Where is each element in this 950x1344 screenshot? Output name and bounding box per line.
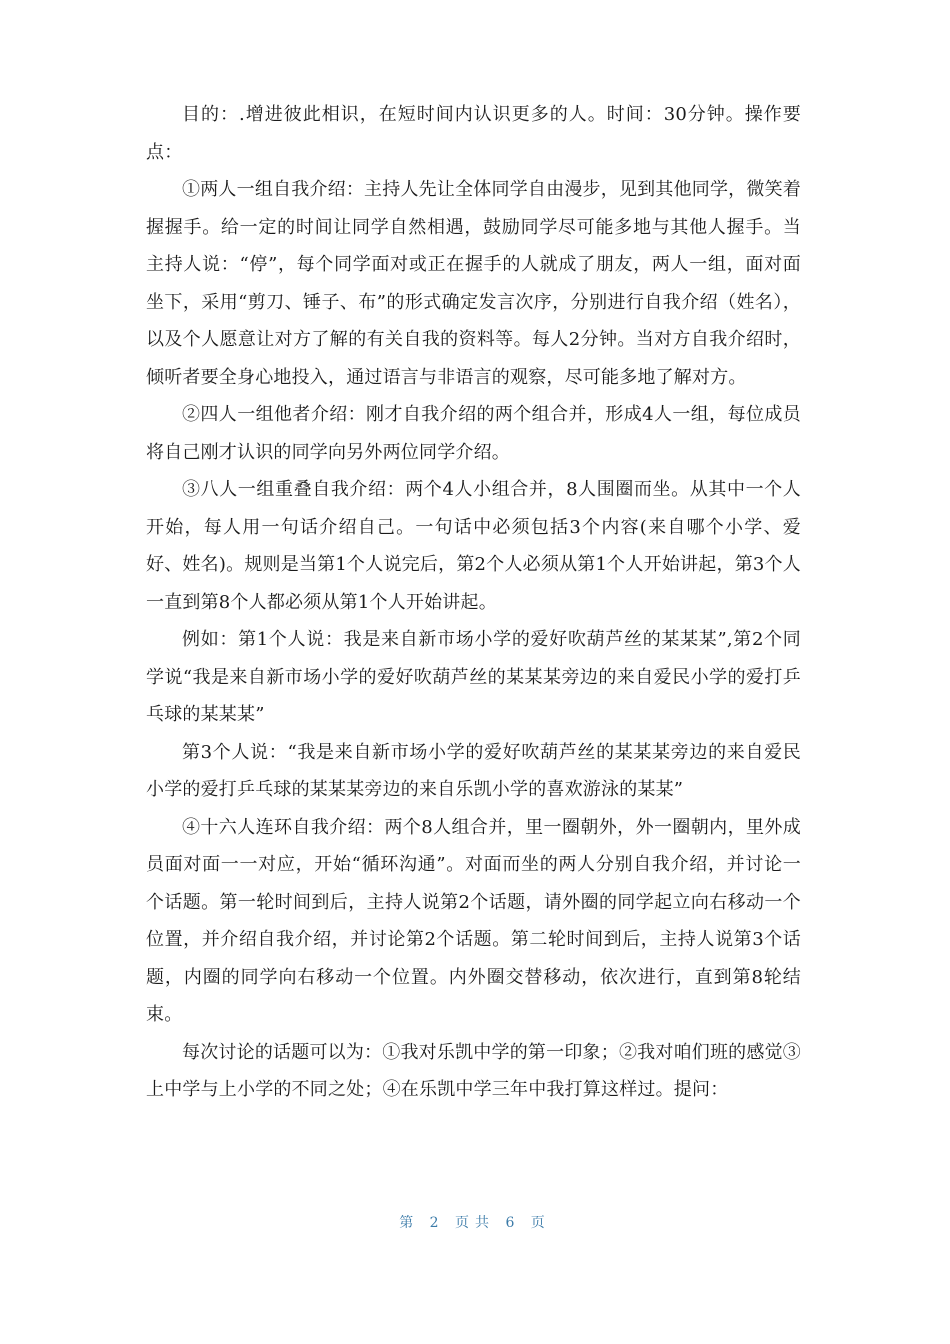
paragraph-step-4: ④十六人连环自我介绍：两个8人组合并，里一圈朝外，外一圈朝内，里外成员面对面一一对应，开始“循环沟通”。对面而坐的两人分别自我介绍，并讨论一个话题。第一轮时间到后，主持人说第2个话题，请外圈的同学起立向右移动一个位置，并介绍自我介绍，并讨论第2个话题。第二轮时间到后，主持人说第3个话题，内圈的同学向右移动一个位置。内外圈交替移动，依次进行，直到第8轮结束。: [146, 816, 801, 1025]
paragraph-step-3: ③八人一组重叠自我介绍：两个4人小组合并，8人围圈而坐。从其中一个人开始，每人用一句话介绍自己。一句话中必须包括3个内容(来自哪个小学、爱好、姓名)。规则是当第1个人说完后，第2个人必须从第1个人开始讲起，第3个人一直到第8个人都必须从第1个人开始讲起。: [146, 479, 801, 613]
paragraph-purpose: 目的：.增进彼此相识，在短时间内认识更多的人。时间：30分钟。操作要点：: [146, 104, 801, 163]
paragraph-step-1: ①两人一组自我介绍：主持人先让全体同学自由漫步，见到其他同学，微笑着握握手。给一定的时间让同学自然相遇，鼓励同学尽可能多地与其他人握手。当主持人说：“停”，每个同学面对或正在握手的人就成了朋友，两人一组，面对面坐下，采用“剪刀、锤子、布”的形式确定发言次序，分别进行自我介绍（姓名），以及个人愿意让对方了解的有关自我的资料等。每人2分钟。当对方自我介绍时，倾听者要全身心地投入，通过语言与非语言的观察，尽可能多地了解对方。: [146, 179, 801, 388]
paragraph-example-2: 第3个人说：“我是来自新市场小学的爱好吹葫芦丝的某某某旁边的来自爱民小学的爱打乒乓球的某某某旁边的来自乐凯小学的喜欢游泳的某某”: [146, 741, 801, 800]
document-body: [146, 96, 801, 1109]
paragraph-step-2: ②四人一组他者介绍：刚才自我介绍的两个组合并，形成4人一组，每位成员将自己刚才认识的同学向另外两位同学介绍。: [146, 404, 801, 463]
paragraph-topics: 每次讨论的话题可以为：①我对乐凯中学的第一印象；②我对咱们班的感觉③上中学与上小学的不同之处；④在乐凯中学三年中我打算这样过。提问：: [146, 1041, 801, 1100]
paragraph-example-1: 例如：第1个人说：我是来自新市场小学的爱好吹葫芦丝的某某某”,第2个同学说“我是来自新市场小学的爱好吹葫芦丝的某某某旁边的来自爱民小学的爱打乒乓球的某某某”: [146, 629, 801, 725]
page-number-footer: 第 2 页共 6 页: [399, 1215, 551, 1231]
